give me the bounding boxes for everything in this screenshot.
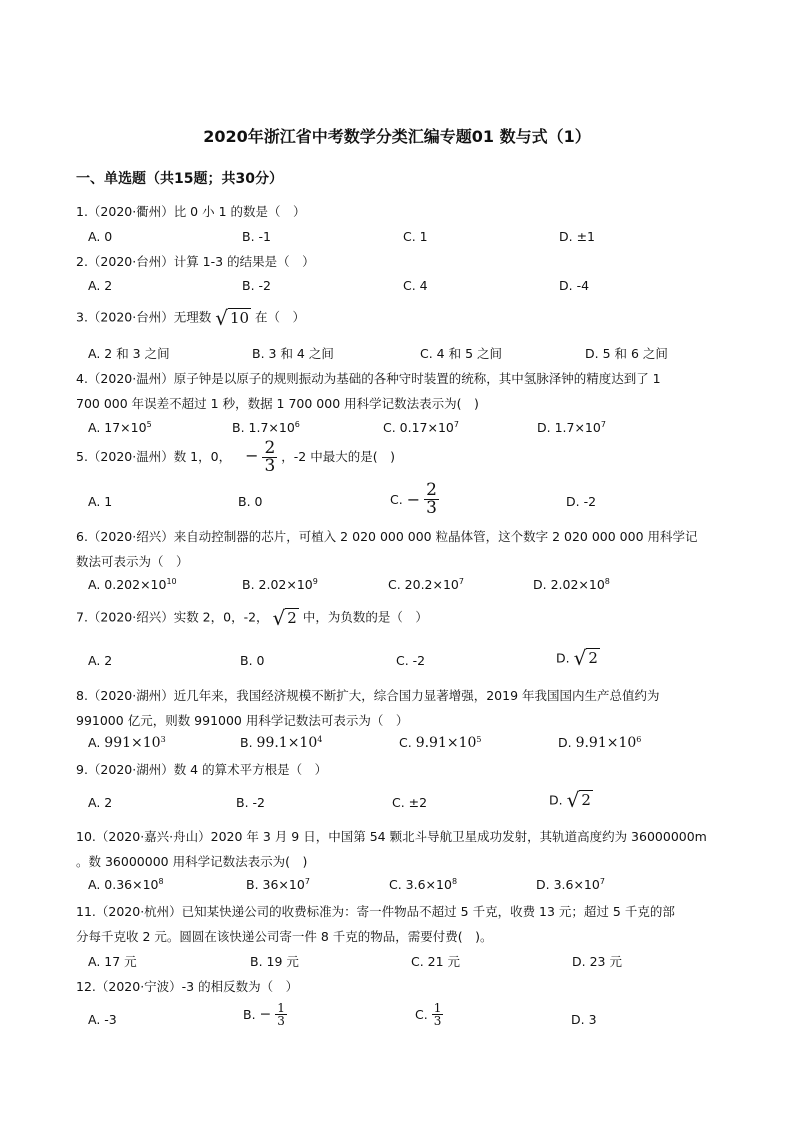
question-4-line-2: 700 000 年误差不超过 1 秒，数据 1 700 000 用科学记数法表示为( )	[76, 396, 479, 411]
q2-option-d: D. -4	[559, 278, 590, 293]
question-11-line-2: 分每千克收 2 元。圆圆在该快递公司寄一件 8 千克的物品，需要付费( )。	[76, 929, 493, 944]
q5-c-minus: −	[406, 490, 421, 509]
q6-option-b	[242, 577, 318, 592]
q3-option-b: B. 3 和 4 之间	[252, 346, 334, 361]
q8-d-exp: 6	[636, 735, 642, 744]
q12-option-d: D. 3	[571, 1012, 597, 1027]
q9-d-label: D.	[549, 792, 567, 808]
q6-b-mantissa: B. 2.02×10	[242, 577, 313, 593]
q5-minus: −	[245, 446, 259, 465]
q2-option-a: A. 2	[88, 278, 113, 293]
q9-option-a: A. 2	[88, 795, 113, 810]
q8-b-exp: 4	[317, 735, 323, 744]
q10-option-c	[389, 877, 457, 892]
q6-c-mantissa: C. 20.2×10	[388, 577, 459, 593]
sqrt-symbol: √ 2	[566, 788, 591, 812]
q8-d-mantissa: 9.91×10	[575, 735, 637, 752]
q8-option-a	[88, 735, 166, 751]
q2-option-c: C. 4	[403, 278, 428, 293]
question-8-line-1: 8.（2020·湖州）近几年来，我国经济规模不断扩大，综合国力显著增强，2019 年我国国内生产总值约为	[76, 688, 660, 703]
q7-text-b: 中，为负数的是（ ）	[302, 609, 428, 625]
q10-b-mantissa: B. 36×10	[246, 877, 305, 893]
q10-option-a	[88, 877, 164, 892]
q12-option-c	[415, 1002, 443, 1027]
q4-a-mantissa: A. 17×10	[88, 420, 147, 436]
q4-option-d	[537, 420, 606, 435]
q4-c-exp: 7	[453, 420, 459, 429]
q5-option-b: B. 0	[238, 494, 263, 509]
q8-c-mantissa: 9.91×10	[415, 735, 477, 752]
q6-option-a	[88, 577, 177, 592]
q12-b-frac-num: 1	[277, 1001, 285, 1015]
q5-frac-num: 2	[264, 438, 276, 458]
q8-option-d	[558, 735, 641, 751]
question-12: 12.（2020·宁波）-3 的相反数为（ ）	[76, 979, 299, 994]
q7-text-a: 7.（2020·绍兴）实数 2，0，-2，	[76, 609, 269, 625]
q5-c-frac-num: 2	[426, 480, 437, 500]
question-5	[76, 440, 395, 475]
q6-c-exp: 7	[458, 577, 464, 586]
sqrt-symbol: √ 10	[215, 306, 250, 330]
question-7	[76, 606, 428, 630]
q7-option-b: B. 0	[240, 653, 265, 668]
q10-c-mantissa: C. 3.6×10	[389, 877, 452, 893]
q12-c-frac-den: 3	[433, 1014, 442, 1028]
q4-b-exp: 6	[294, 420, 300, 429]
q6-b-exp: 9	[312, 577, 318, 586]
sqrt-symbol: √ 2	[272, 606, 297, 630]
q10-b-exp: 7	[304, 877, 310, 886]
question-4-line-1: 4.（2020·温州）原子钟是以原子的规则振动为基础的各种守时装置的统称，其中氢脉泽钟的精度达到了 1	[76, 371, 661, 386]
q8-a-mantissa: 991×10	[104, 735, 161, 752]
q8-option-c	[399, 735, 482, 751]
question-2: 2.（2020·台州）计算 1-3 的结果是（ ）	[76, 254, 315, 269]
q12-option-a: A. -3	[88, 1012, 117, 1027]
q8-d-label: D.	[558, 735, 576, 751]
q9-option-d	[549, 788, 593, 812]
q4-option-c	[383, 420, 459, 435]
q4-d-exp: 7	[600, 420, 606, 429]
q9-option-c: C. ±2	[392, 795, 428, 810]
q4-option-b	[232, 420, 300, 435]
q9-option-b: B. -2	[236, 795, 265, 810]
q5-option-c	[390, 482, 439, 517]
q9-d-radicand: 2	[581, 791, 591, 809]
q12-c-label: C.	[415, 1007, 432, 1022]
q8-c-label: C.	[399, 735, 416, 751]
q5-option-a: A. 1	[88, 494, 113, 509]
q6-d-exp: 8	[604, 577, 610, 586]
q3-option-c: C. 4 和 5 之间	[420, 346, 503, 361]
q7-d-radicand: 2	[588, 649, 598, 667]
q8-a-exp: 3	[160, 735, 166, 744]
q5-c-frac-den: 3	[426, 498, 437, 518]
page-title: 2020年浙江省中考数学分类汇编专题01 数与式（1）	[203, 127, 591, 146]
q4-b-mantissa: B. 1.7×10	[232, 420, 295, 436]
q4-option-a	[88, 420, 152, 435]
question-6-line-1: 6.（2020·绍兴）来自动控制器的芯片，可植入 2 020 000 000 粒晶体管，这个数字 2 020 000 000 用科学记	[76, 529, 698, 544]
section-heading: 一、单选题（共15题；共30分）	[76, 171, 283, 187]
q4-c-mantissa: C. 0.17×10	[383, 420, 454, 436]
q10-option-b	[246, 877, 310, 892]
q6-option-d	[533, 577, 610, 592]
q8-b-mantissa: 99.1×10	[256, 735, 318, 752]
question-8-line-2: 991000 亿元，则数 991000 用科学记数法可表示为（ ）	[76, 713, 409, 728]
q12-c-fraction	[432, 1002, 444, 1027]
q11-option-d: D. 23 元	[572, 954, 622, 969]
q10-d-exp: 7	[599, 877, 605, 886]
q3-option-d: D. 5 和 6 之间	[585, 346, 668, 361]
q8-a-label: A.	[88, 735, 105, 751]
q12-c-frac-num: 1	[433, 1001, 442, 1015]
question-3	[76, 306, 305, 330]
question-6-line-2: 数法可表示为（ ）	[76, 554, 189, 569]
q5-c-fraction	[424, 482, 439, 517]
q6-a-exp: 10	[166, 577, 177, 586]
question-10-line-2: 。数 36000000 用科学记数法表示为( )	[76, 854, 308, 869]
q6-d-mantissa: D. 2.02×10	[533, 577, 605, 593]
q5-frac-den: 3	[264, 456, 276, 476]
sqrt-symbol: √ 2	[573, 646, 598, 670]
q7-option-c: C. -2	[396, 653, 426, 668]
question-9: 9.（2020·湖州）数 4 的算术平方根是（ ）	[76, 762, 328, 777]
q5-fraction	[262, 440, 277, 475]
q10-d-mantissa: D. 3.6×10	[536, 877, 600, 893]
question-11-line-1: 11.（2020·杭州）已知某快递公司的收费标准为：寄一件物品不超过 5 千克，收费 13 元；超过 5 千克的部	[76, 904, 675, 919]
q7-radicand: 2	[287, 609, 297, 627]
q12-b-fraction	[275, 1002, 287, 1027]
q5-text-a: 5.（2020·温州）数 1，0，	[76, 449, 232, 464]
q8-option-b	[240, 735, 322, 751]
question-1: 1.（2020·衢州）比 0 小 1 的数是（ ）	[76, 204, 306, 219]
q3-option-a: A. 2 和 3 之间	[88, 346, 170, 361]
q1-option-a: A. 0	[88, 229, 113, 244]
q10-a-exp: 8	[158, 877, 164, 886]
q2-option-b: B. -2	[242, 278, 271, 293]
q10-option-d	[536, 877, 605, 892]
q10-a-mantissa: A. 0.36×10	[88, 877, 159, 893]
q12-b-label: B.	[243, 1007, 260, 1022]
q5-c-label: C.	[390, 492, 407, 507]
q4-a-exp: 5	[146, 420, 152, 429]
q8-c-exp: 5	[476, 735, 482, 744]
q11-option-b: B. 19 元	[250, 954, 299, 969]
q6-option-c	[388, 577, 464, 592]
q1-option-b: B. -1	[242, 229, 271, 244]
q7-option-d	[556, 646, 600, 670]
q6-a-mantissa: A. 0.202×10	[88, 577, 167, 593]
q12-b-minus: −	[259, 1006, 272, 1023]
q4-d-mantissa: D. 1.7×10	[537, 420, 601, 436]
q12-option-b	[243, 1002, 287, 1027]
q12-b-frac-den: 3	[277, 1014, 285, 1028]
q3-radicand: 10	[229, 309, 250, 327]
q5-text-b: ，-2 中最大的是( )	[281, 449, 395, 464]
q3-text-b: 在（ ）	[255, 309, 306, 325]
q3-text-a: 3.（2020·台州）无理数	[76, 309, 212, 325]
q8-b-label: B.	[240, 735, 257, 751]
q10-c-exp: 8	[451, 877, 458, 886]
q7-d-label: D.	[556, 650, 574, 666]
q11-option-c: C. 21 元	[411, 954, 461, 969]
q11-option-a: A. 17 元	[88, 954, 137, 969]
q7-option-a: A. 2	[88, 653, 113, 668]
q1-option-c: C. 1	[403, 229, 428, 244]
question-10-line-1: 10.（2020·嘉兴·舟山）2020 年 3 月 9 日，中国第 54 颗北斗导航卫星成功发射，其轨道高度约为 36000000m	[76, 829, 707, 844]
q1-option-d: D. ±1	[559, 229, 595, 244]
q5-option-d: D. -2	[566, 494, 597, 509]
